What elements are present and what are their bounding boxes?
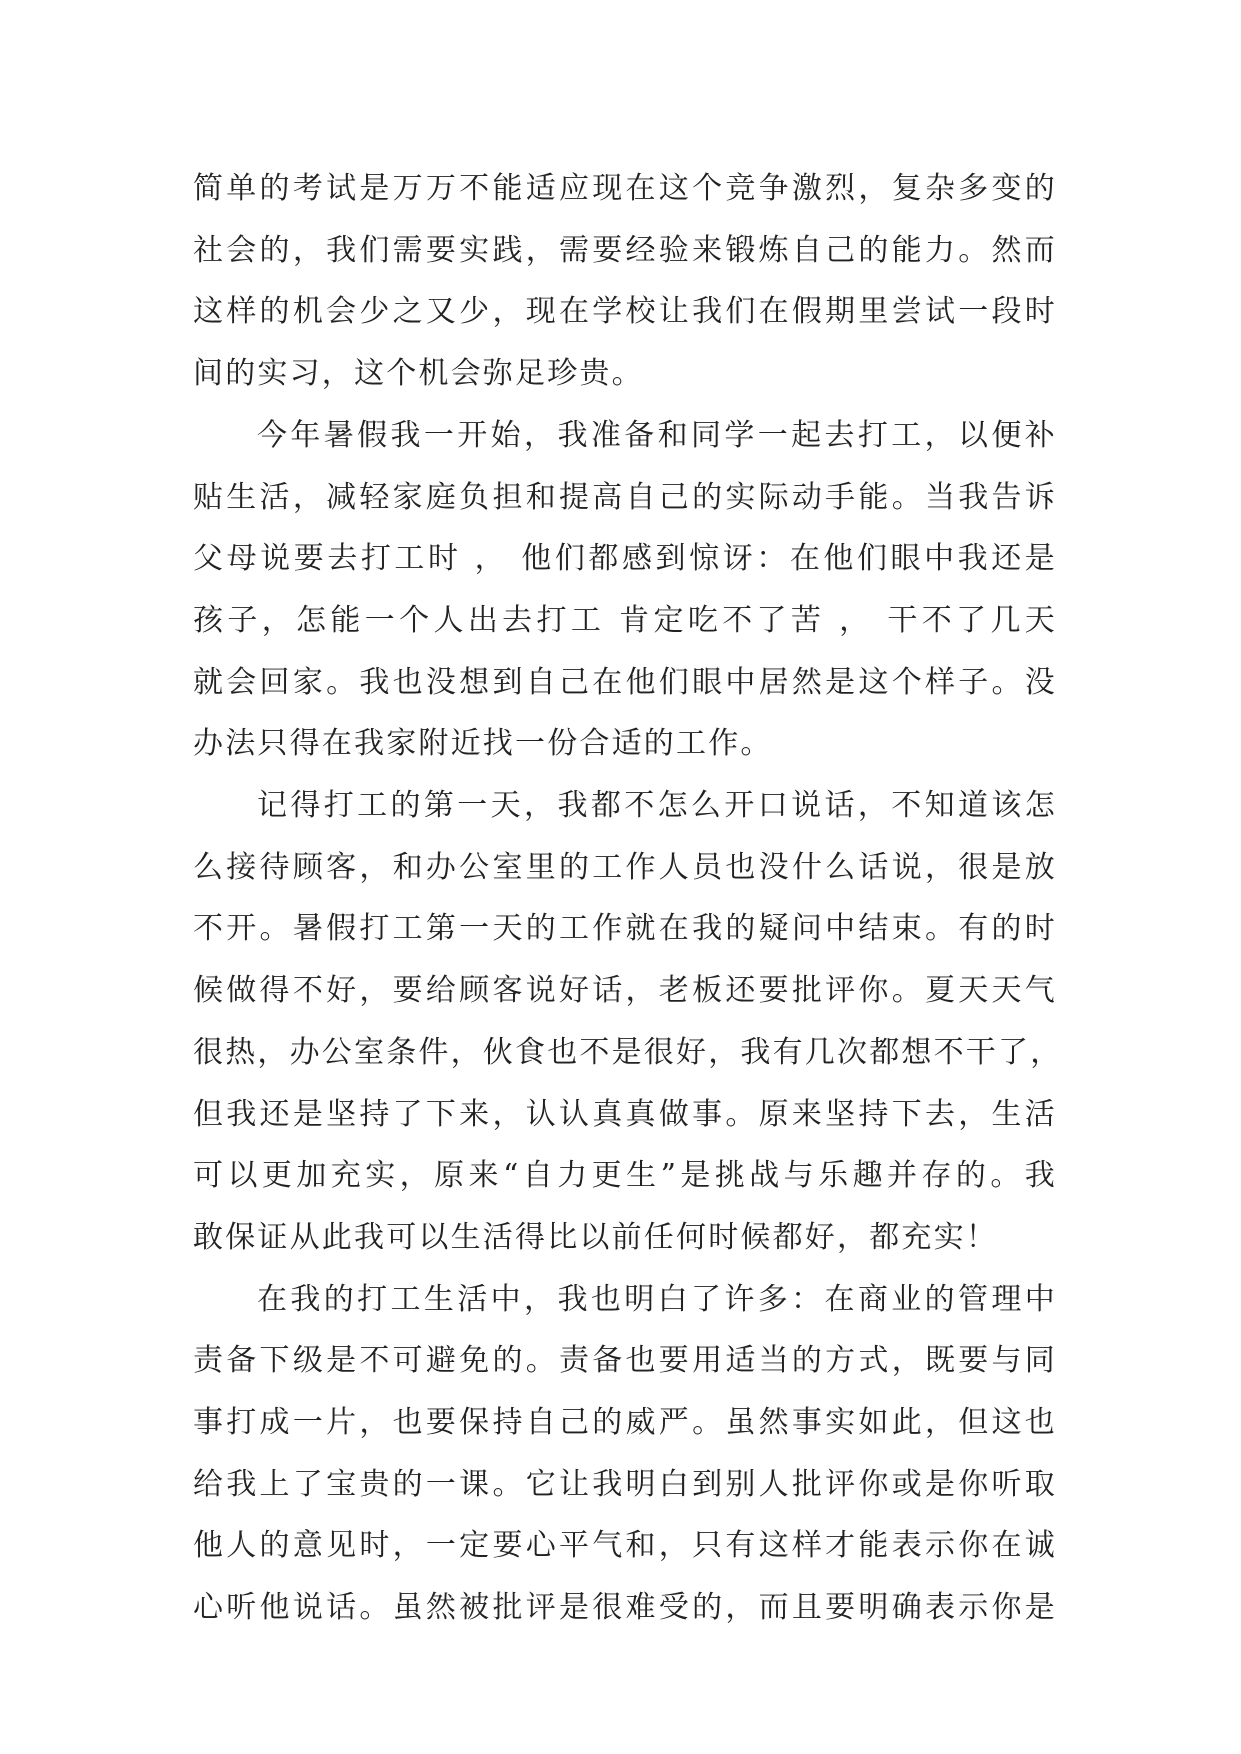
text-line: 心听他说话。虽然被批评是很难受的，而且要明确表示你是 xyxy=(193,1590,1057,1626)
paragraph-3 xyxy=(193,775,1063,1269)
text-line: 给我上了宝贵的一课。它让我明白到别人批评你或是你听取 xyxy=(193,1466,1057,1502)
text-line: 孩子，怎能一个人出去打工 肯定吃不了苦 ， 干不了几天 xyxy=(193,602,1057,638)
text-line: 事打成一片，也要保持自己的威严。虽然事实如此，但这也 xyxy=(193,1405,1057,1441)
text-line: 社会的，我们需要实践，需要经验来锻炼自己的能力。然而 xyxy=(193,232,1057,268)
text-line: 候做得不好，要给顾客说好话，老板还要批评你。夏天天气 xyxy=(193,973,1057,1009)
paragraph-1 xyxy=(193,158,1057,405)
text-line: 今年暑假我一开始，我准备和同学一起去打工，以便补 xyxy=(257,417,1057,453)
text-line: 很热，办公室条件，伙食也不是很好，我有几次都想不干了， xyxy=(193,1034,1063,1070)
text-line: 么接待顾客，和办公室里的工作人员也没什么话说，很是放 xyxy=(193,849,1057,885)
paragraph-2 xyxy=(193,405,1057,775)
text-line: 间的实习，这个机会弥足珍贵。 xyxy=(193,356,644,392)
text-line: 就会回家。我也没想到自己在他们眼中居然是这个样子。没 xyxy=(193,664,1057,700)
text-line: 但我还是坚持了下来，认认真真做事。原来坚持下去，生活 xyxy=(193,1096,1057,1132)
document-body xyxy=(193,158,1063,1639)
paragraph-4 xyxy=(193,1269,1057,1639)
text-line: 不开。暑假打工第一天的工作就在我的疑问中结束。有的时 xyxy=(193,911,1057,947)
text-line: 简单的考试是万万不能适应现在这个竞争激烈，复杂多变的 xyxy=(193,171,1057,206)
text-line: 可以更加充实，原来“自力更生”是挑战与乐趣并存的。我 xyxy=(193,1158,1057,1194)
text-line: 记得打工的第一天，我都不怎么开口说话，不知道该怎 xyxy=(257,788,1057,824)
text-line: 贴生活，减轻家庭负担和提高自己的实际动手能。当我告诉 xyxy=(193,479,1057,515)
text-line: 父母说要去打工时 ， 他们都感到惊讶：在他们眼中我还是 xyxy=(193,541,1057,577)
text-line: 责备下级是不可避免的。责备也要用适当的方式，既要与同 xyxy=(193,1343,1057,1379)
text-line: 他人的意见时，一定要心平气和，只有这样才能表示你在诚 xyxy=(193,1528,1057,1564)
text-line: 在我的打工生活中，我也明白了许多：在商业的管理中 xyxy=(257,1281,1057,1317)
text-line: 办法只得在我家附近找一份合适的工作。 xyxy=(193,726,773,762)
text-line: 这样的机会少之又少，现在学校让我们在假期里尝试一段时 xyxy=(193,294,1057,330)
text-line: 敢保证从此我可以生活得比以前任何时候都好，都充实！ xyxy=(193,1219,998,1255)
